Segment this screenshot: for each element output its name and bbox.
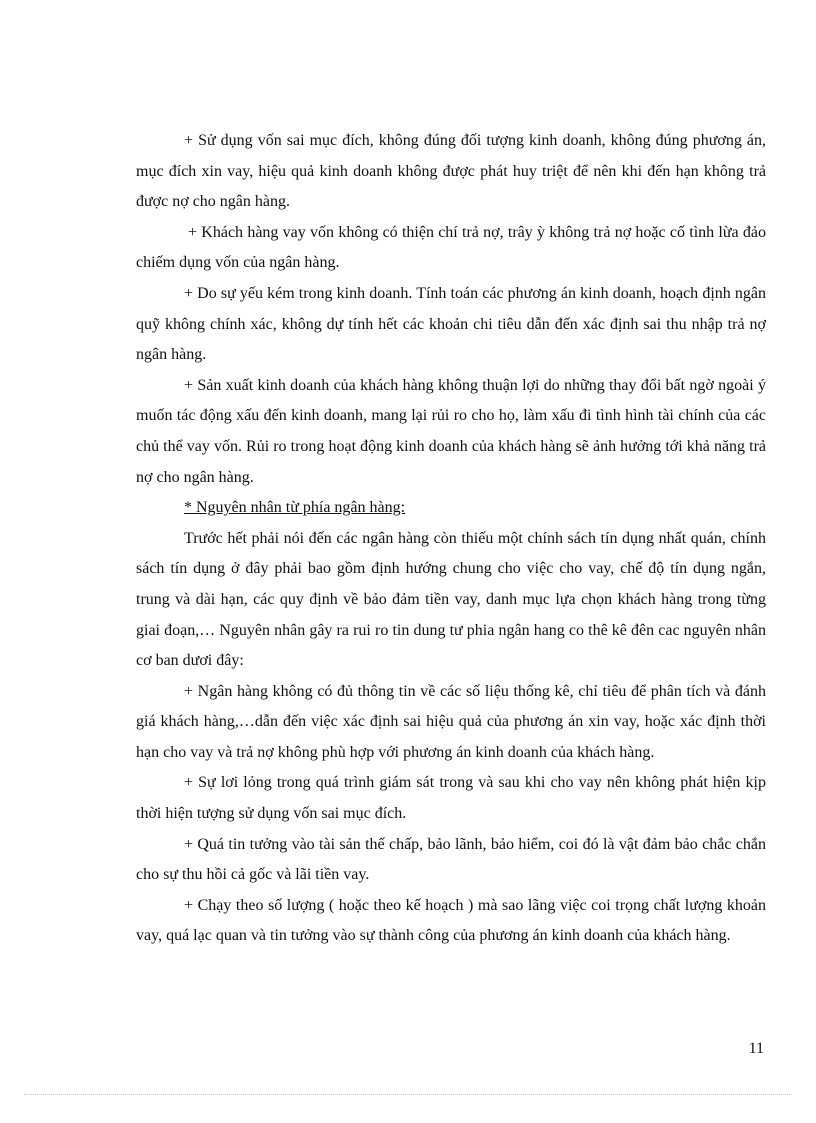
paragraph-bad-faith-borrower: + Khách hàng vay vốn không có thiện chí trả nợ, trây ỳ không trả nợ hoặc cố tình lừa đảo chiếm dụng vốn của ngân hàng. [136,223,766,272]
paragraph-overreliance-collateral: + Quá tin tưởng vào tài sản thế chấp, bảo lãnh, bảo hiểm, coi đó là vật đảm bảo chắc chắn cho sự thu hồi cả gốc và lãi tiền vay. [136,835,766,884]
footer-dotted-divider [24,1094,792,1095]
paragraph-unfavorable-conditions: + Sản xuất kinh doanh của khách hàng không thuận lợi do những thay đổi bất ngờ ngoài ý muốn tác động xấu đến kinh doanh, mang lại rủi ro cho họ, làm xấu đi tình hình tài chính của các chủ thể vay vốn. Rủi ro trong hoạt động kinh doanh của khách hàng sẽ ảnh hưởng tới khả năng trả nợ cho ngân hàng. [136,376,766,486]
paragraph-insufficient-information: + Ngân hàng không có đủ thông tin về các số liệu thống kê, chỉ tiêu để phân tích và đánh giá khách hàng,…dẫn đến việc xác định sai hiệu quả của phương án xin vay, hoặc xác định thời hạn cho vay và trả nợ không phù hợp với phương án kinh doanh của khách hàng. [136,682,766,761]
page-number: 11 [748,1040,764,1057]
section-heading-bank-causes: * Nguyên nhân từ phía ngân hàng: [184,499,406,517]
paragraph-lax-supervision: + Sự lơi lỏng trong quá trình giám sát trong và sau khi cho vay nên không phát hiện kịp thời hiện tượng sử dụng vốn sai mục đích. [136,774,766,823]
body-text [136,126,766,952]
paragraph-credit-policy: Trước hết phải nói đến các ngân hàng còn thiếu một chính sách tín dụng nhất quán, chính sách tín dụng ở đây phải bao gồm định hướng chung cho việc cho vay, chế độ tín dụng ngắn, trung và dài hạn, các quy định về bảo đảm tiền vay, danh mục lựa chọn khách hàng trong từng giai đoạn,… Nguyên nhân gây ra rui ro tin dung tư phia ngân hang co thê kê đên cac nguyên nhân cơ ban dươi đây: [136,529,766,670]
paragraph-weak-business: + Do sự yếu kém trong kinh doanh. Tính toán các phương án kinh doanh, hoạch định ngân quỹ không chính xác, không dự tính hết các khoản chi tiêu dẫn đến xác định sai thu nhập trả nợ ngân hàng. [136,284,766,364]
paragraph-chasing-volume: + Chạy theo số lượng ( hoặc theo kế hoạch ) mà sao lãng việc coi trọng chất lượng khoản vay, quá lạc quan và tin tưởng vào sự thành công của phương án kinh doanh của khách hàng. [136,896,766,945]
paragraph-misuse-of-capital: + Sử dụng vốn sai mục đích, không đúng đối tượng kinh doanh, không đúng phương án, mục đích xin vay, hiệu quả kinh doanh không được phát huy triệt để nên khi đến hạn không trả được nợ cho ngân hàng. [136,132,766,211]
